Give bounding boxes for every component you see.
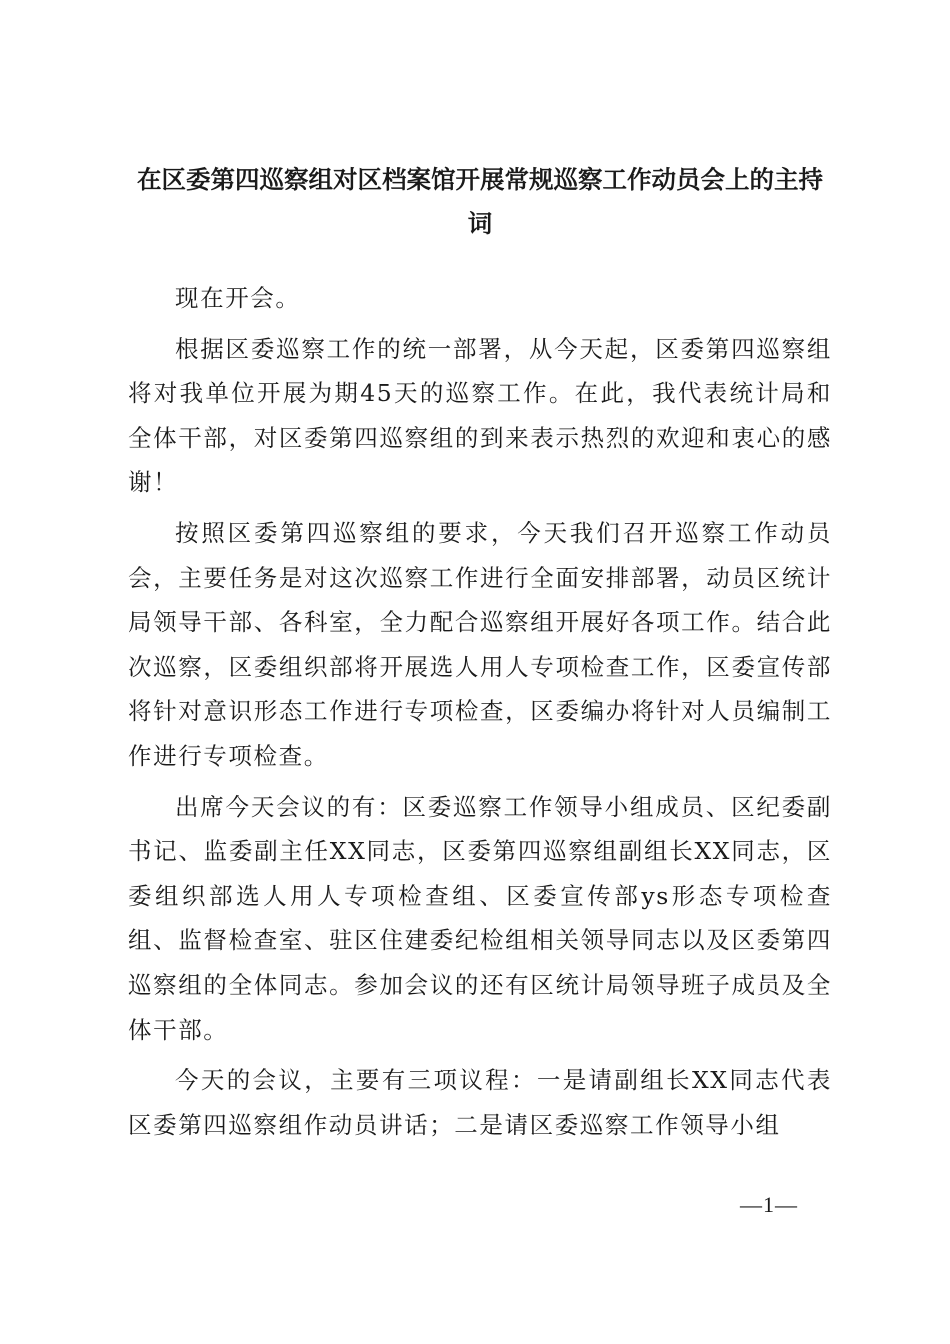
page-number: —1— xyxy=(740,1192,798,1217)
paragraph-opening: 现在开会。 xyxy=(175,284,301,312)
document-title: 在区委第四巡察组对区档案馆开展常规巡察工作动员会上的主持词 xyxy=(137,165,823,238)
paragraph-background: 根据区委巡察工作的统一部署，从今天起，区委第四巡察组将对我单位开展为期45天的巡察工作。在此，我代表统计局和全体干部，对区委第四巡察组的到来表示热烈的欢迎和衷心的感谢！ xyxy=(128,334,832,497)
paragraph-agenda: 今天的会议，主要有三项议程：一是请副组长XX同志代表区委第四巡察组作动员讲话；二是请区委巡察工作领导小组 xyxy=(128,1066,832,1139)
paragraph-tasks: 按照区委第四巡察组的要求，今天我们召开巡察工作动员会，主要任务是对这次巡察工作进行全面安排部署，动员区统计局领导干部、各科室，全力配合巡察组开展好各项工作。结合此次巡察，区委组织部将开展选人用人专项检查工作，区委宣传部将针对意识形态工作进行专项检查，区委编办将针对人员编制工作进行专项检查。 xyxy=(128,518,832,770)
paragraph-attendees: 出席今天会议的有：区委巡察工作领导小组成员、区纪委副书记、监委副主任XX同志，区委第四巡察组副组长XX同志，区委组织部选人用人专项检查组、区委宣传部ys形态专项检查组、监督检查室、驻区住建委纪检组相关领导同志以及区委第四巡察组的全体同志。参加会议的还有区统计局领导班子成员及全体干部。 xyxy=(128,792,832,1044)
document-body xyxy=(128,276,832,1147)
